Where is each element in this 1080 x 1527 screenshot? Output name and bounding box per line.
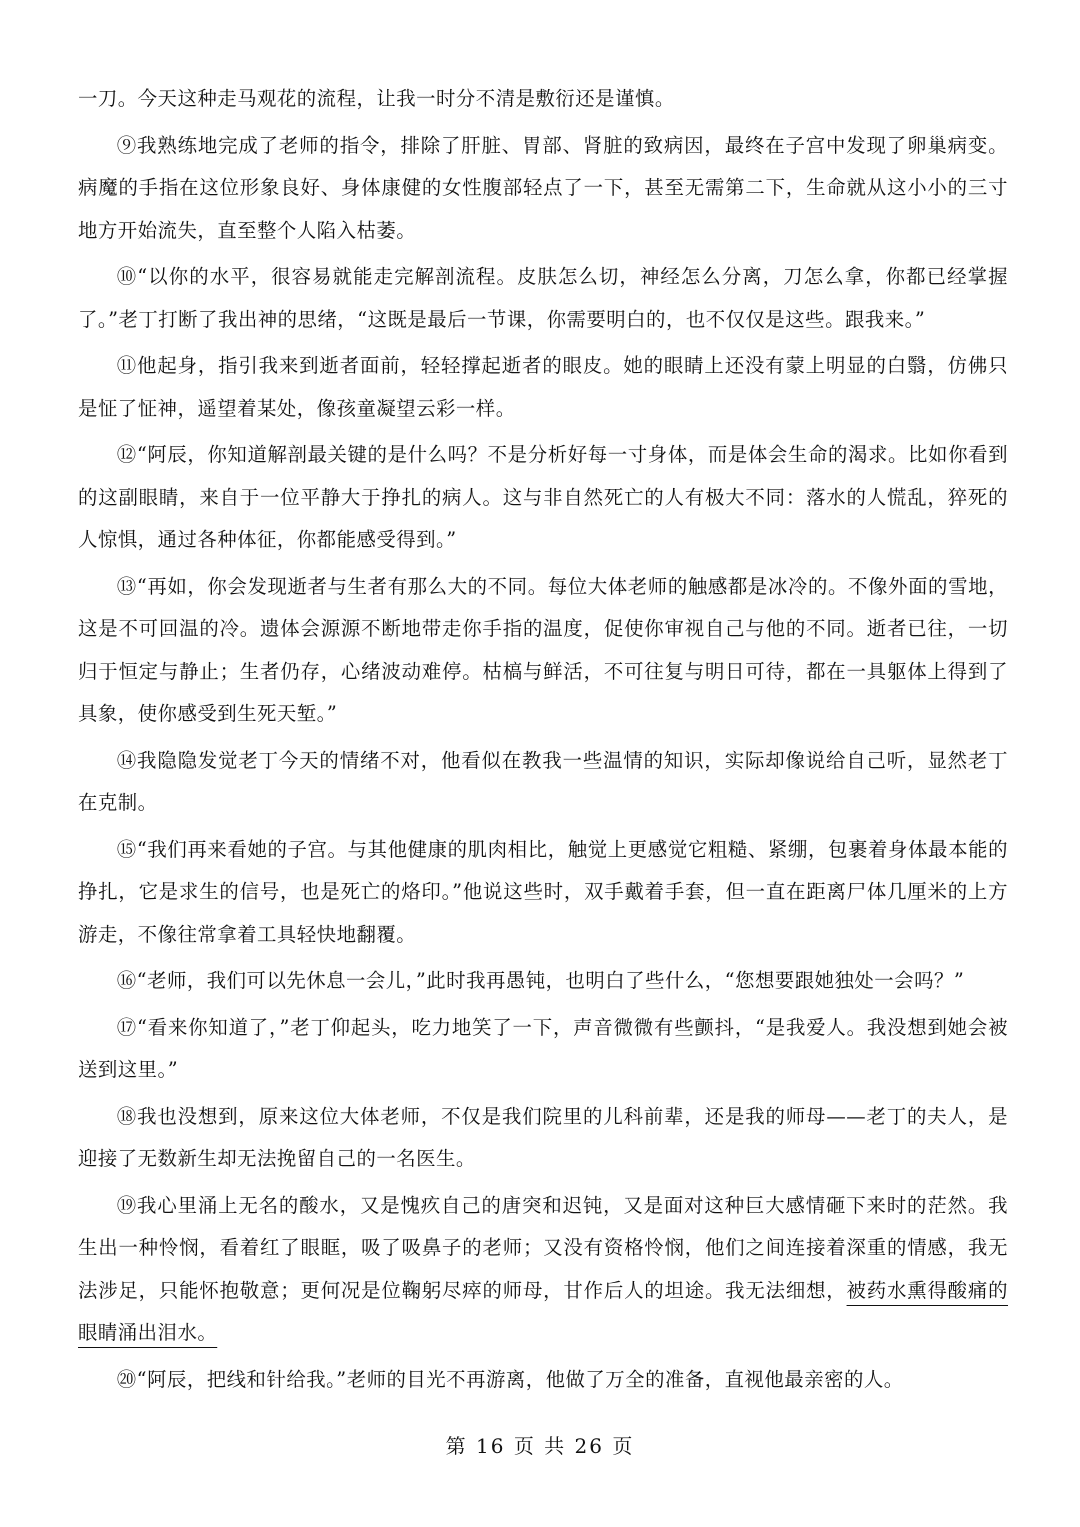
paragraph-text: ⑰“看来你知道了，”老丁仰起头，吃力地笑了一下，声音微微有些颤抖，“是我爱人。我没想到她会被送到这里。”: [78, 1015, 1008, 1081]
paragraph-14: [78, 740, 1008, 825]
paragraph-text: ⑯“老师，我们可以先休息一会儿，”此时我再愚钝，也明白了些什么，“您想要跟她独处一会吗？”: [116, 969, 965, 992]
page-footer: 第 16 页 共 26 页: [445, 1434, 635, 1458]
paragraph-12: [78, 434, 1008, 562]
paragraph-10: [78, 256, 1008, 341]
underlined-sentence: 被药水熏得酸痛的眼睛涌出泪水。: [78, 1278, 1009, 1344]
paragraph-text: ⑩“以你的水平，很容易就能走完解剖流程。皮肤怎么切，神经怎么分离，刀怎么拿，你都已经掌握了。”老丁打断了我出神的思绪，“这既是最后一节课，你需要明白的，也不仅仅是这些。跟我来。”: [78, 265, 1008, 331]
paragraph-text: 一刀。今天这种走马观花的流程，让我一时分不清是敷衍还是谨慎。: [78, 87, 675, 110]
paragraph-8-end: [78, 78, 1008, 121]
paragraph-text: ⑳“阿辰，把线和针给我。”老师的目光不再游离，他做了万全的准备，直视他最亲密的人。: [116, 1367, 904, 1391]
paragraph-text: ⑫“阿辰，你知道解剖最关键的是什么吗？不是分析好每一寸身体，而是体会生命的渴求。比如你看到的这副眼睛，来自于一位平静大于挣扎的病人。这与非自然死亡的人有极大不同：落水的人慌乱，猝死的人惊惧，通过各种体征，你都能感受得到。”: [78, 443, 1008, 551]
paragraph-text: ⑲我心里涌上无名的酸水，又是愧疚自己的唐突和迟钝，又是面对这种巨大感情砸下来时的茫然。我生出一种怜悯，看着红了眼眶，吸了吸鼻子的老师；又没有资格怜悯，他们之间连接着深重的情感，我无法涉足，只能怀抱敬意；更何况是位鞠躬尽瘁的师母，甘作后人的坦途。我无法细想，: [78, 1193, 1008, 1302]
paragraph-text: ⑬“再如，你会发现逝者与生者有那么大的不同。每位大体老师的触感都是冰冷的。不像外面的雪地，这是不可回温的冷。遗体会源源不断地带走你手指的温度，促使你审视自己与他的不同。逝者已往，一切归于恒定与静止；生者仍存，心绪波动难停。枯槁与鲜活，不可往复与明日可待，都在一具躯体上得到了具象，使你感受到生死天堑。”: [78, 574, 1008, 725]
paragraph-16: [78, 960, 1008, 1003]
paragraph-text: ⑪他起身，指引我来到逝者面前，轻轻撑起逝者的眼皮。她的眼睛上还没有蒙上明显的白翳，仿佛只是怔了怔神，遥望着某处，像孩童凝望云彩一样。: [78, 354, 1008, 420]
paragraph-13: [78, 566, 1008, 736]
paragraph-18: [78, 1096, 1008, 1181]
document-body: [78, 78, 1008, 1405]
paragraph-text: ⑭我隐隐发觉老丁今天的情绪不对，他看似在教我一些温情的知识，实际却像说给自己听，显然老丁在克制。: [78, 748, 1008, 814]
paragraph-text: ⑮“我们再来看她的子宫。与其他健康的肌肉相比，触觉上更感觉它粗糙、紧绷，包裹着身体最本能的挣扎，它是求生的信号，也是死亡的烙印。”他说这些时，双手戴着手套，但一直在距离尸体几厘米的上方游走，不像往常拿着工具轻快地翻覆。: [78, 837, 1008, 946]
paragraph-text: ⑱我也没想到，原来这位大体老师，不仅是我们院里的儿科前辈，还是我的师母——老丁的夫人，是迎接了无数新生却无法挽留自己的一名医生。: [78, 1104, 1008, 1170]
paragraph-11: [78, 345, 1008, 430]
paragraph-15: [78, 829, 1008, 957]
paragraph-text: ⑨我熟练地完成了老师的指令，排除了肝脏、胃部、肾脏的致病因，最终在子宫中发现了卵巢病变。病魔的手指在这位形象良好、身体康健的女性腹部轻点了一下，甚至无需第二下，生命就从这小小的三寸地方开始流失，直至整个人陷入枯萎。: [78, 133, 1008, 242]
paragraph-17: [78, 1007, 1008, 1092]
paragraph-20: [78, 1359, 1008, 1402]
paragraph-19: [78, 1185, 1008, 1355]
paragraph-9: [78, 125, 1008, 253]
